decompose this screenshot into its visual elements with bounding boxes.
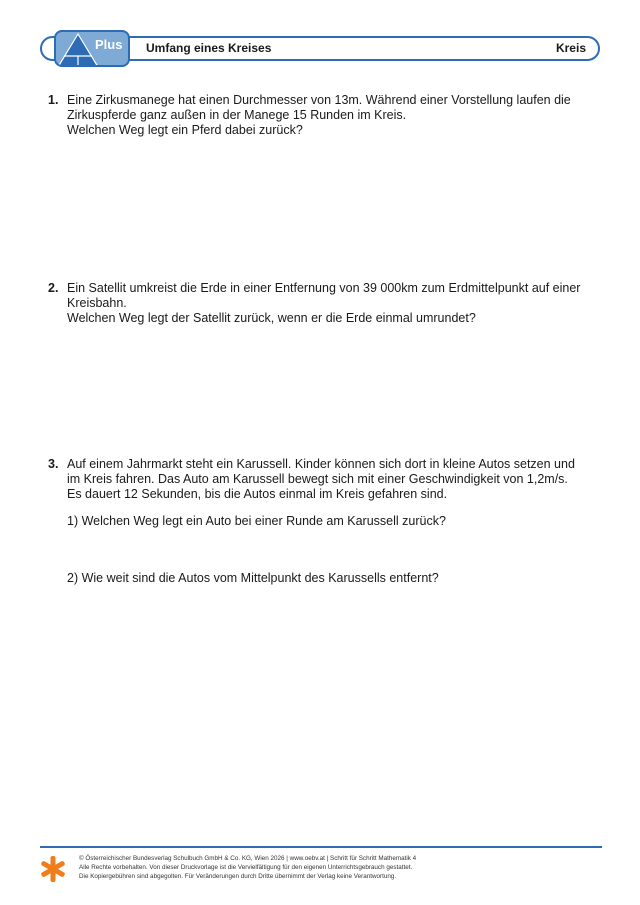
task-3	[48, 457, 593, 502]
task-line: Welchen Weg legt der Satellit zurück, wenn er die Erde einmal umrundet?	[67, 311, 476, 325]
task-line: Welchen Weg legt ein Pferd dabei zurück?	[67, 123, 303, 137]
task-line: Es dauert 12 Sekunden, bis die Autos einmal im Kreis gefahren sind.	[67, 487, 448, 501]
task-line: Auf einem Jahrmarkt steht ein Karussell. Kinder können sich dort in kleine Autos setzen und	[67, 457, 575, 471]
worksheet-title: Umfang eines Kreises	[146, 41, 272, 55]
worksheet-topic: Kreis	[555, 41, 586, 55]
logo-text: Plus	[95, 37, 123, 52]
task-number: 2.	[48, 281, 59, 295]
task-text	[67, 281, 593, 326]
task-line: im Kreis fahren. Das Auto am Karussell bewegt sich mit einer Geschwindigkeit von 1,2m/s.	[67, 472, 568, 486]
footer-divider	[40, 846, 602, 848]
plus-logo	[54, 30, 130, 67]
task-text	[67, 457, 593, 502]
footer-line: © Österreichischer Bundesverlag Schulbuch GmbH & Co. KG, Wien 2026 | www.oebv.at | Schritt für Schritt Mathematik 4	[79, 855, 417, 862]
task-text	[67, 93, 593, 138]
task-number: 1.	[48, 93, 59, 107]
task-line: Zirkuspferde ganz außen in der Manege 15 Runden im Kreis.	[67, 108, 407, 122]
subquestion-2: 2) Wie weit sind die Autos vom Mittelpunkt des Karussells entfernt?	[67, 571, 439, 585]
task-line: Ein Satellit umkreist die Erde in einer Entfernung von 39 000km zum Erdmittelpunkt auf einer	[67, 281, 581, 295]
task-number: 3.	[48, 457, 59, 471]
task-line: Kreisbahn.	[67, 296, 127, 310]
footer-line: Alle Rechte vorbehalten. Von dieser Druckvorlage ist die Vervielfältigung für den eigenen Unterrichtsgebrauch gestattet.	[79, 864, 413, 871]
task-2	[48, 281, 593, 326]
oebv-star-logo-icon	[40, 855, 66, 888]
task-1	[48, 93, 593, 138]
subquestion-1: 1) Welchen Weg legt ein Auto bei einer Runde am Karussell zurück?	[67, 514, 446, 528]
footer-copyright	[79, 854, 416, 881]
footer-line: Die Kopiergebühren sind abgegolten. Für Veränderungen durch Dritte übernimmt der Verlag keine Verantwortung.	[79, 873, 397, 880]
task-line: Eine Zirkusmanege hat einen Durchmesser von 13m. Während einer Vorstellung laufen die	[67, 93, 571, 107]
